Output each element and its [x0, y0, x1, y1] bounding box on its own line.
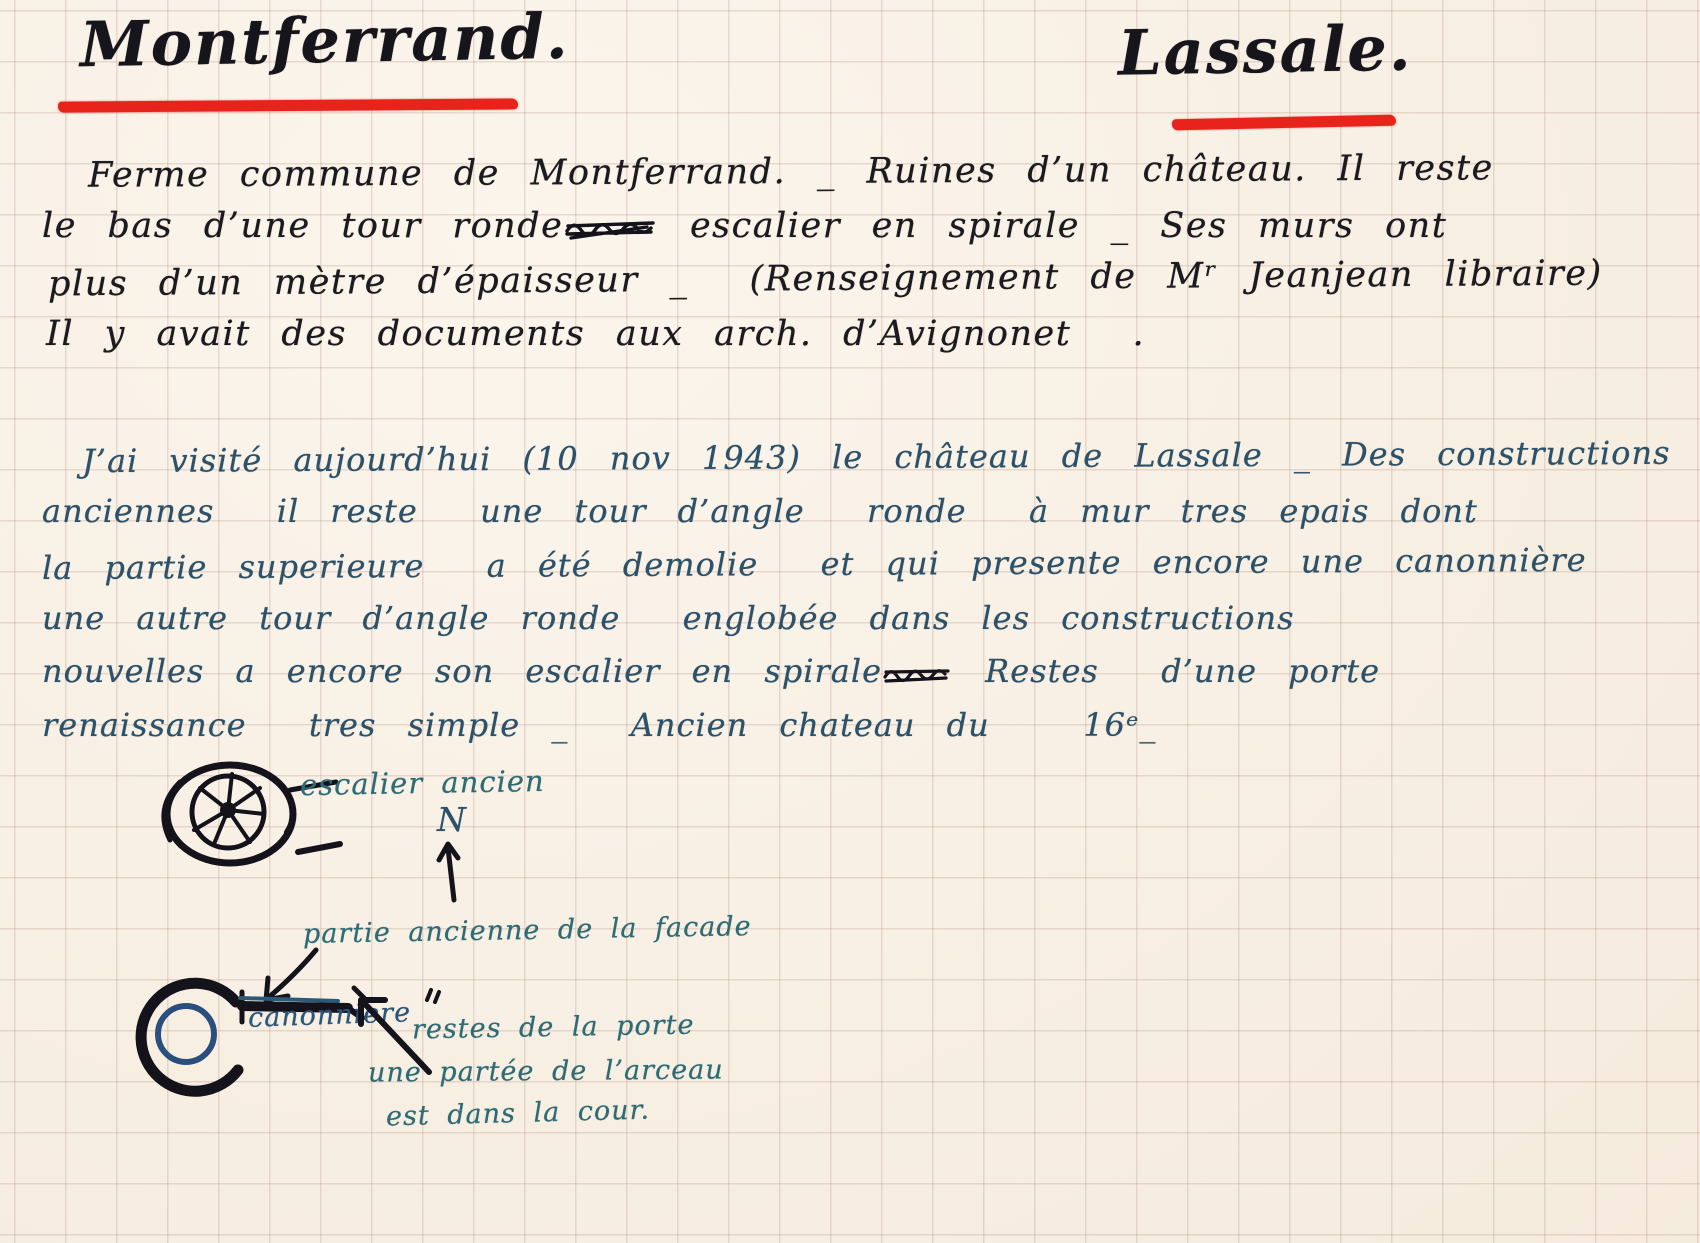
paragraph2-line5-before: nouvelles a encore son escalier en spirale	[42, 652, 882, 690]
tower-plan-sketch	[120, 966, 380, 1106]
title-montferrand: Montferrand.	[79, 0, 570, 82]
paragraph2-line3: la partie superieure a été demolie et qui presente encore une canonnière	[41, 540, 1587, 588]
spiral-stair-label: escalier ancien	[299, 763, 545, 803]
paragraph1-line4: Il y avait des documents aux arch. d’Avignonet .	[46, 314, 1146, 354]
paragraph2-line2: anciennes il reste une tour d’angle ronde à mur tres epais dont	[42, 492, 1478, 530]
paragraph2-line5-after: Restes d’une porte	[954, 652, 1381, 690]
canonniere-label: canonniere	[247, 997, 412, 1034]
paragraph2-line5	[42, 652, 1380, 690]
paragraph2-line6: renaissance tres simple _ Ancien chateau du 16ᵉ_	[42, 706, 1157, 744]
paragraph1-line3: plus d’un mètre d’épaisseur _ (Renseignement de Mʳ Jeanjean libraire)	[47, 253, 1603, 305]
arceau-annotation-line1: une partée de l’arceau	[367, 1054, 724, 1089]
paragraph1-line2	[42, 206, 1447, 246]
red-underline-montferrand	[58, 98, 518, 112]
red-underline-lassale	[1172, 115, 1396, 131]
paragraph2-line4: une autre tour d’angle ronde englobée dans les constructions	[42, 599, 1295, 637]
arceau-annotation-line2: est dans la cour.	[385, 1094, 651, 1133]
facade-annotation: partie ancienne de la facade	[302, 911, 752, 950]
porte-annotation: restes de la porte	[411, 1009, 695, 1046]
title-lassale: Lassale.	[1117, 11, 1413, 90]
crossed-out-word-2	[882, 662, 954, 686]
north-arrow-icon	[434, 838, 468, 904]
crossed-out-word	[563, 215, 659, 241]
paragraph2-line1: J’ai visité aujourd’hui (10 nov 1943) le château de Lassale _ Des constructions	[81, 433, 1671, 481]
paragraph1-line1: Ferme commune de Montferrand. _ Ruines d’un château. Il reste	[87, 148, 1494, 196]
paragraph1-line2-before: le bas d’une tour ronde	[42, 206, 564, 246]
paragraph1-line2-after: escalier en spirale _ Ses murs ont	[659, 206, 1448, 246]
north-label: N	[437, 800, 467, 839]
